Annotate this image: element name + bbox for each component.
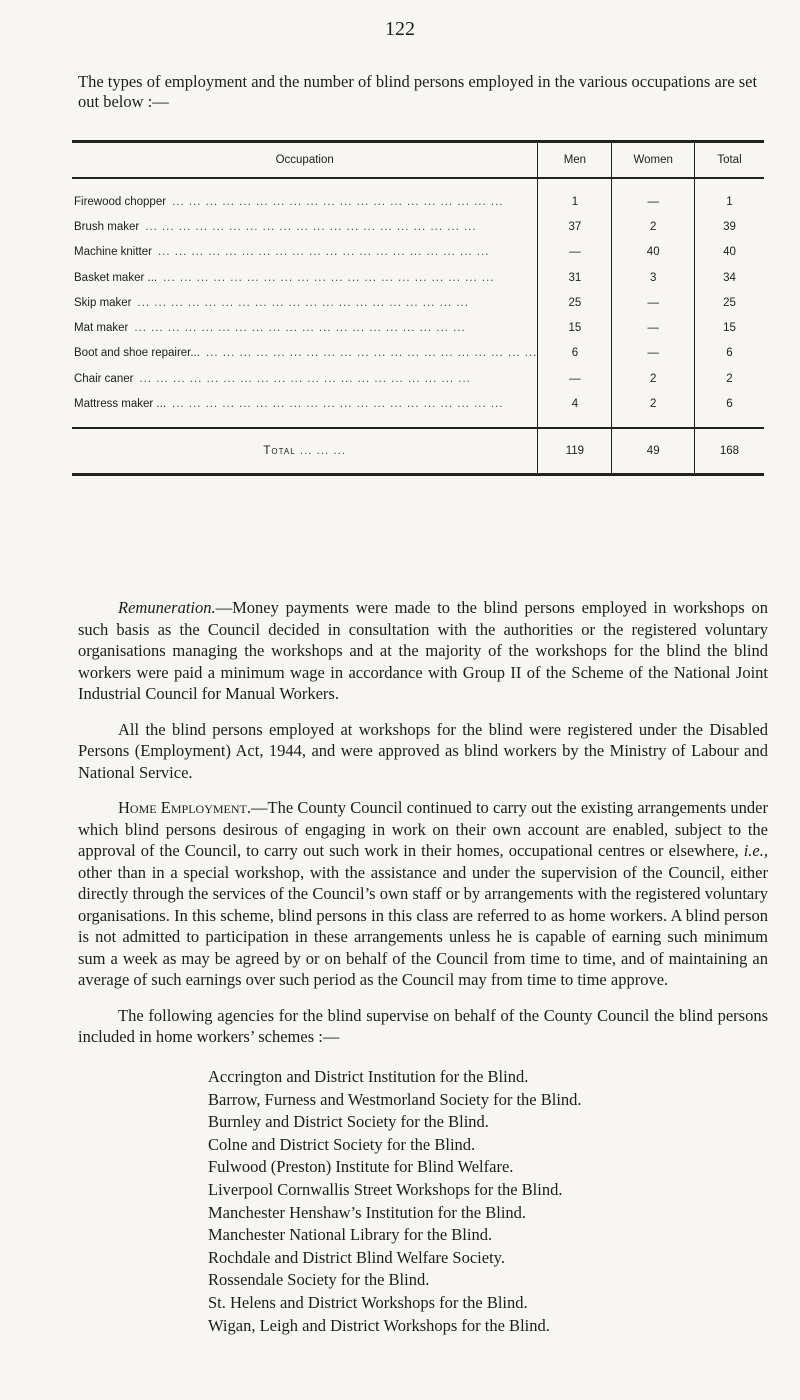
table-row [72,391,764,427]
dot-leader: ... ... ... ... ... ... ... ... ... ... ... ... ... ... ... ... ... ... ... ... [134,322,466,335]
agency-item: Wigan, Leigh and District Workshops for the Blind. [208,1315,550,1335]
occupation-cell-inner [72,347,537,359]
women-cell: 2 [612,391,695,427]
agency-item: Manchester National Library for the Blind. [208,1225,493,1245]
occupation-cell-inner [72,196,537,208]
home-employment-text-2: other than in a special workshop, with the assistance and under the supervision of the Council, either directly through the services of the Council’s own staff or by arrangements with the registered voluntary organisations. In this scheme, blind persons in this class are referred to as home workers. A blind person is not admitted to participation in these arrangements unless he is capable of earning such minimum sum a week as may be agreed by or on behalf of the Council from time to time, and of maintaining an average of such earnings over such period as the Council may from time to time approve. [78,862,768,989]
occupation-cell [72,315,538,340]
table-total-row [72,428,764,475]
total-label: Total [263,444,296,457]
total-cell: 15 [694,315,764,340]
home-employment-heading: Home Employment. [118,798,252,817]
dot-leader: ... ... ... ... ... ... ... ... ... ... ... ... ... ... ... ... ... ... ... ... [145,220,477,233]
table-header-row [72,142,764,179]
men-cell: — [538,240,612,265]
table-row [72,366,764,391]
table-body [72,178,764,428]
table-row [72,290,764,315]
men-cell: 1 [538,178,612,214]
occupation-cell [72,391,538,427]
total-men: 119 [538,428,612,475]
table-row [72,240,764,265]
dot-leader: ... ... ... ... ... ... ... ... ... ... ... ... ... ... ... ... ... ... ... ... [137,296,469,309]
men-cell: 15 [538,315,612,340]
occupation-cell-inner [72,246,537,258]
agency-item: Liverpool Cornwallis Street Workshops for the Blind. [208,1179,563,1199]
occupation-label: Brush maker [74,220,140,233]
occupation-cell [72,240,538,265]
table-row [72,214,764,239]
agency-item: Burnley and District Society for the Blind. [208,1112,489,1132]
home-employment-text-1: —The County Council continued to carry out the existing arrangements under which blind persons desirous of engaging in work on their own account are enabled, subject to the approval of the Council, to carry out such work in their homes, occupational centres or elsewhere, [78,798,768,860]
agencies-intro-paragraph: The following agencies for the blind supervise on behalf of the County Council the blind persons included in home workers’ schemes :— [78,1005,768,1046]
total-women: 49 [612,428,695,475]
women-cell: — [612,341,695,366]
agency-item: Rochdale and District Blind Welfare Society. [208,1247,505,1267]
total-cell: 39 [694,214,764,239]
remuneration-heading: Remuneration. [118,598,216,617]
header-men: Men [538,142,612,179]
body-text [78,597,768,1062]
dot-leader: ... ... ... ... ... ... ... ... ... ... ... ... ... ... ... ... ... ... ... ... [172,398,504,411]
header-total: Total [694,142,764,179]
total-cell: 2 [694,366,764,391]
agency-list [208,1066,748,1337]
agency-item: St. Helens and District Workshops for the Blind. [208,1292,528,1312]
occupation-cell [72,341,538,366]
occupation-cell-inner [72,322,537,334]
header-occupation: Occupation [72,142,538,179]
total-cell: 6 [694,391,764,427]
registered-paragraph: All the blind persons employed at workshops for the blind were registered under the Disabled Persons (Employment) Act, 1944, and were approved as blind workers by the Ministry of Labour and National Service. [78,719,768,782]
total-cell: 25 [694,290,764,315]
remuneration-paragraph [78,597,768,705]
women-cell: — [612,178,695,214]
women-cell: — [612,290,695,315]
men-cell: 31 [538,265,612,290]
occupation-label: Basket maker ... [74,271,158,284]
agency-item: Fulwood (Preston) Institute for Blind Welfare. [208,1157,514,1177]
total-cell: 40 [694,240,764,265]
occupation-label: Mat maker [74,322,129,335]
dot-leader: ... ... ... ... ... ... ... ... ... ... ... ... ... ... ... ... ... ... ... ... [157,246,490,259]
total-label-cell [72,428,538,475]
men-cell: 6 [538,341,612,366]
table-row [72,178,764,214]
occupation-cell [72,265,538,290]
total-cell: 1 [694,178,764,214]
men-cell: — [538,366,612,391]
occupation-cell [72,178,538,214]
occupation-cell-inner [72,272,537,284]
occupation-cell-inner [72,373,537,385]
total-leader: ... ... ... [299,444,347,457]
total-cell: 6 [694,341,764,366]
occupation-cell-inner [72,297,537,309]
occupation-cell [72,366,538,391]
women-cell: 2 [612,214,695,239]
dot-leader: ... ... ... ... ... ... ... ... ... ... ... ... ... ... ... ... ... ... ... ... [139,372,471,385]
table-row [72,315,764,340]
occupation-cell-inner [72,398,537,410]
occupation-cell [72,290,538,315]
women-cell: — [612,315,695,340]
total-total: 168 [694,428,764,475]
table-row [72,265,764,290]
women-cell: 40 [612,240,695,265]
women-cell: 2 [612,366,695,391]
occupation-cell-inner [72,221,537,233]
header-women: Women [612,142,695,179]
occupation-label: Firewood chopper [74,195,167,208]
agency-item: Barrow, Furness and Westmorland Society for the Blind. [208,1089,582,1109]
table-row [72,341,764,366]
occupation-label: Mattress maker ... [74,398,167,411]
intro-paragraph: The types of employment and the number of blind persons employed in the various occupations are set out below :— [78,72,758,111]
occupation-label: Boot and shoe repairer... [74,347,200,360]
dot-leader: ... ... ... ... ... ... ... ... ... ... ... ... ... ... ... ... ... ... ... ... [172,195,504,208]
agency-item: Accrington and District Institution for the Blind. [208,1067,529,1086]
occupation-label: Skip maker [74,296,132,309]
occupation-cell [72,214,538,239]
men-cell: 37 [538,214,612,239]
occupation-label: Machine knitter [74,246,152,259]
dot-leader: ... ... ... ... ... ... ... ... ... ... ... ... ... ... ... ... ... ... ... ... [205,347,538,360]
agency-item: Colne and District Society for the Blind. [208,1134,476,1154]
home-employment-paragraph [78,797,768,991]
men-cell: 4 [538,391,612,427]
women-cell: 3 [612,265,695,290]
occupation-label: Chair caner [74,372,134,385]
page-number: 122 [385,18,415,40]
agency-item: Manchester Henshaw’s Institution for the Blind. [208,1202,527,1222]
occupations-table [72,140,764,476]
dot-leader: ... ... ... ... ... ... ... ... ... ... ... ... ... ... ... ... ... ... ... ... [163,271,495,284]
agency-item: Rossendale Society for the Blind. [208,1270,430,1290]
home-employment-ie: i.e., [743,841,768,860]
total-cell: 34 [694,265,764,290]
remuneration-text: —Money payments were made to the blind persons employed in workshops on such basis as the Council decided in consultation with the authorities or the registered voluntary organisations managing the workshops and at the majority of the workshops for the blind the blind workers were paid a minimum wage in accordance with Group II of the Scheme of the National Joint Industrial Council for Manual Workers. [78,598,768,703]
men-cell: 25 [538,290,612,315]
